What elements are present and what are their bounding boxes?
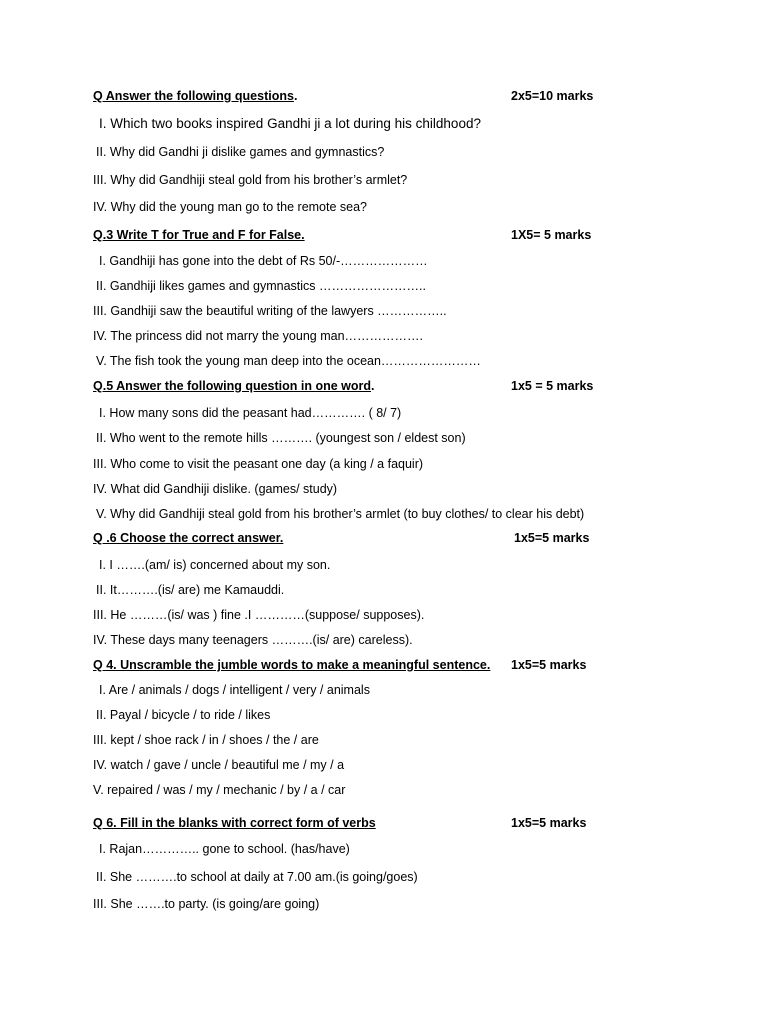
section-4-item-3: III. He ………(is/ was ) fine .I …………(suppose/ supposes). xyxy=(93,608,425,622)
section-5-marks: 1x5=5 marks xyxy=(511,658,587,672)
section-5-heading-text: Q 4. Unscramble the jumble words to make a meaningful sentence. xyxy=(93,658,491,672)
section-5-item-1: I. Are / animals / dogs / intelligent / very / animals xyxy=(99,683,370,697)
section-4-item-2: II. It……….(is/ are) me Kamauddi. xyxy=(96,583,285,597)
section-3-heading xyxy=(93,378,375,394)
section-4-heading xyxy=(93,530,283,546)
section-2-item-1: I. Gandhiji has gone into the debt of Rs 50/-………………… xyxy=(99,254,428,268)
section-2-item-2: II. Gandhiji likes games and gymnastics …………………….. xyxy=(96,279,426,293)
section-6-item-2: II. She ……….to school at daily at 7.00 am.(is going/goes) xyxy=(96,870,418,884)
section-2-heading xyxy=(93,227,305,243)
section-3-item-3: III. Who come to visit the peasant one day (a king / a faquir) xyxy=(93,457,424,471)
section-4-marks: 1x5=5 marks xyxy=(514,531,590,545)
section-1-item-1: I. Which two books inspired Gandhi ji a lot during his childhood? xyxy=(99,116,481,131)
section-3-marks: 1x5 = 5 marks xyxy=(511,379,594,393)
section-5-item-4: IV. watch / gave / uncle / beautiful me / my / a xyxy=(93,758,345,772)
section-1-item-3: III. Why did Gandhiji steal gold from his brother’s armlet? xyxy=(93,173,408,187)
section-4-heading-text: Q .6 Choose the correct answer. xyxy=(93,531,284,545)
section-2-marks: 1X5= 5 marks xyxy=(511,228,592,242)
section-3-item-4: IV. What did Gandhiji dislike. (games/ study) xyxy=(93,482,338,496)
section-1-item-2: II. Why did Gandhi ji dislike games and gymnastics? xyxy=(96,145,385,159)
section-3-heading-suffix: . xyxy=(371,379,375,393)
section-2-item-4: IV. The princess did not marry the young man………………. xyxy=(93,329,423,343)
section-6-marks: 1x5=5 marks xyxy=(511,816,587,830)
section-3-item-5: V. Why did Gandhiji steal gold from his brother’s armlet (to buy clothes/ to clear his debt) xyxy=(96,507,585,521)
section-1-heading-suffix: . xyxy=(293,89,298,103)
section-3-item-2: II. Who went to the remote hills ………. (youngest son / eldest son) xyxy=(96,431,466,445)
section-5-item-2: II. Payal / bicycle / to ride / likes xyxy=(96,708,271,722)
section-1-item-4: IV. Why did the young man go to the remote sea? xyxy=(93,200,368,214)
section-4-item-4: IV. These days many teenagers ……….(is/ are) careless). xyxy=(93,633,413,647)
section-6-item-3: III. She …….to party. (is going/are going) xyxy=(93,897,320,911)
section-2-item-5: V. The fish took the young man deep into the ocean…………………… xyxy=(96,354,481,368)
section-5-item-3: III. kept / shoe rack / in / shoes / the / are xyxy=(93,733,319,747)
section-4-item-1: I. I …….(am/ is) concerned about my son. xyxy=(99,558,331,572)
section-3-item-1: I. How many sons did the peasant had…………. ( 8/ 7) xyxy=(99,406,402,420)
section-1-heading-text: Q Answer the following questions xyxy=(93,89,294,103)
section-3-heading-text: Q.5 Answer the following question in one word xyxy=(93,379,372,393)
section-6-item-1: I. Rajan………….. gone to school. (has/have) xyxy=(99,842,350,856)
section-1-marks: 2x5=10 marks xyxy=(511,89,594,103)
section-6-heading-text: Q 6. Fill in the blanks with correct form of verbs xyxy=(93,816,376,830)
section-2-heading-text: Q.3 Write T for True and F for False. xyxy=(93,228,305,242)
section-6-heading xyxy=(93,815,376,831)
section-1-heading xyxy=(93,88,297,104)
section-2-item-3: III. Gandhiji saw the beautiful writing of the lawyers …………….. xyxy=(93,304,447,318)
section-5-item-5: V. repaired / was / my / mechanic / by / a / car xyxy=(93,783,346,797)
section-5-heading xyxy=(93,657,490,673)
